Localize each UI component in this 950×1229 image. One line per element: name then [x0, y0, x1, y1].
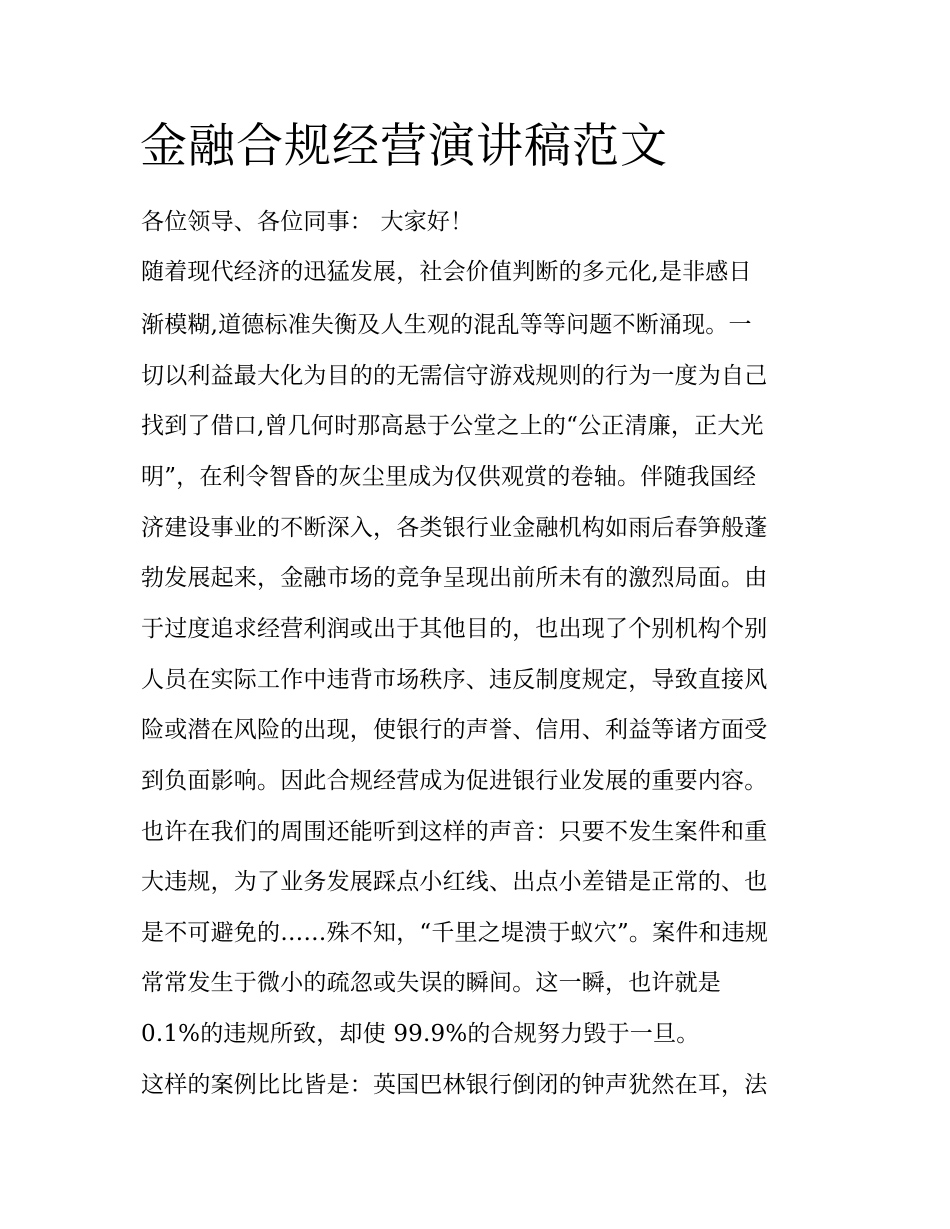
body-text-line: 找到了借口,曾几何时那高悬于公堂之上的“公正清廉，正大光: [141, 413, 764, 439]
body-text-line: 切以利益最大化为目的的无需信守游戏规则的行为一度为自己: [141, 363, 768, 389]
body-text-line: 人员在实际工作中违背市场秩序、违反制度规定，导致直接风: [141, 667, 768, 693]
body-text-line: 渐模糊,道德标准失衡及人生观的混乱等等问题不断涌现。一: [141, 312, 752, 338]
body-text-line: 是不可避免的……殊不知，“千里之堤溃于蚁穴”。案件和违规: [141, 920, 769, 946]
greeting-line: 各位领导、各位同事： 大家好！: [141, 209, 474, 235]
body-text-line: 明”，在利令智昏的灰尘里成为仅供观赏的卷轴。伴随我国经: [141, 464, 757, 490]
document-title: 金融合规经营演讲稿范文: [140, 119, 668, 174]
body-text-line: 0.1%的违规所致，却使 99.9%的合规努力毁于一旦。: [141, 1021, 700, 1047]
body-text-line: 常常发生于微小的疏忽或失误的瞬间。这一瞬，也许就是: [141, 970, 721, 996]
body-text-line: 险或潜在风险的出现，使银行的声誉、信用、利益等诸方面受: [141, 717, 768, 743]
body-text-line: 济建设事业的不断深入，各类银行业金融机构如雨后春笋般蓬: [141, 515, 768, 541]
body-text-line: 于过度追求经营利润或出于其他目的，也出现了个别机构个别: [141, 616, 768, 642]
body-text-line: 这样的案例比比皆是：英国巴林银行倒闭的钟声犹然在耳，法: [141, 1072, 768, 1098]
body-text-line: 大违规，为了业务发展踩点小红线、出点小差错是正常的、也: [141, 869, 768, 895]
body-text-line: 勃发展起来，金融市场的竞争呈现出前所未有的激烈局面。由: [141, 565, 768, 591]
body-text-line: 随着现代经济的迅猛发展，社会价值判断的多元化,是非感日: [141, 259, 752, 285]
body-text-line: 也许在我们的周围还能听到这样的声音：只要不发生案件和重: [141, 819, 768, 845]
body-text-line: 到负面影响。因此合规经营成为促进银行业发展的重要内容。: [141, 768, 768, 794]
